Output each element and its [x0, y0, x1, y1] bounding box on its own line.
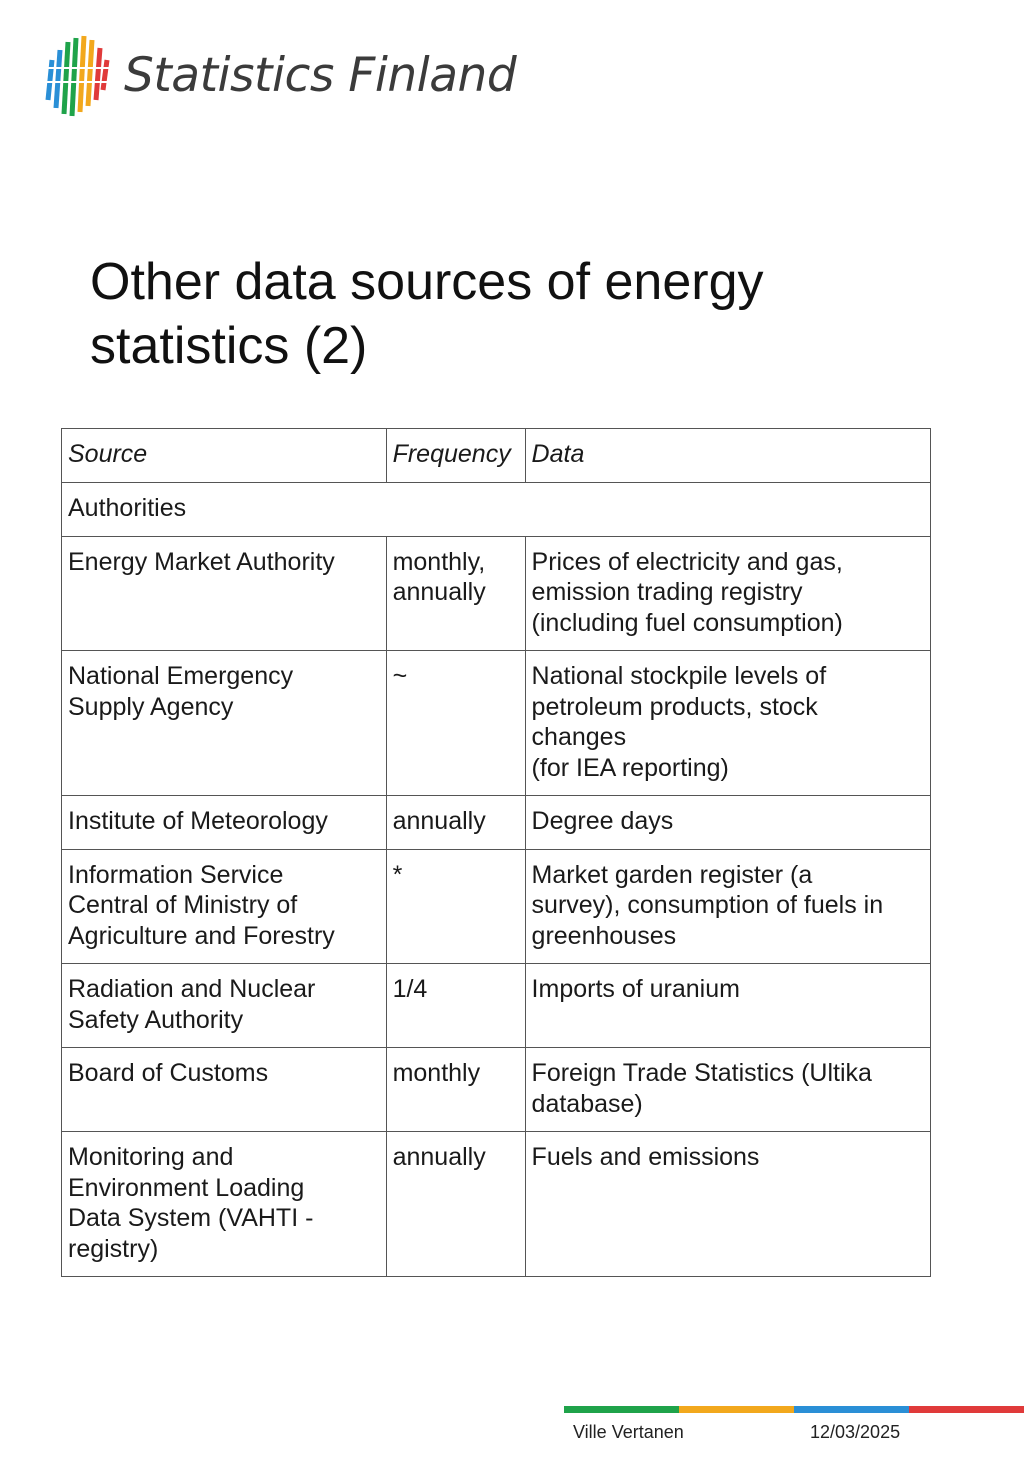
cell-data-line: Prices of electricity and gas, — [531, 547, 843, 576]
cell-data-line: Fuels and emissions — [531, 1143, 760, 1171]
cell-source-line: Radiation and Nuclear — [68, 975, 316, 1003]
cell-data — [525, 964, 930, 1048]
cell-frequency — [386, 849, 525, 964]
cell-data-line: greenhouses — [531, 921, 677, 950]
cell-source — [62, 849, 387, 964]
cell-source-line: Energy Market Authority — [68, 547, 335, 576]
cell-source — [62, 1132, 387, 1277]
table-row — [62, 651, 931, 796]
group-label: Authorities — [62, 483, 931, 537]
cell-data-line: changes — [531, 723, 627, 751]
cell-frequency-line: monthly, — [392, 547, 486, 576]
cell-source — [62, 536, 387, 651]
cell-frequency-line: ~ — [392, 662, 408, 690]
table-row — [62, 849, 931, 964]
brand-name: Statistics Finland — [124, 48, 517, 103]
footer-date: 12/03/2025 — [810, 1422, 901, 1442]
footer-stripe-orange — [679, 1406, 794, 1413]
cell-data — [525, 536, 930, 651]
cell-data-line: survey), consumption of fuels in — [531, 891, 884, 919]
cell-source-line: Supply Agency — [68, 692, 234, 721]
cell-source-line: Agriculture and Forestry — [68, 921, 335, 950]
cell-source-line: Monitoring and — [68, 1143, 234, 1171]
cell-data-line: National stockpile levels of — [531, 662, 827, 690]
data-sources-table — [61, 428, 931, 1277]
cell-frequency-line: monthly — [392, 1059, 481, 1087]
cell-data-line: Degree days — [531, 807, 674, 835]
cell-frequency — [386, 796, 525, 850]
cell-data-line: (for IEA reporting) — [531, 753, 729, 782]
footer-stripe-red — [909, 1406, 1024, 1413]
cell-source-line: Environment Loading — [68, 1173, 305, 1202]
cell-frequency — [386, 1048, 525, 1132]
cell-data-line: Foreign Trade Statistics (Ultika — [531, 1059, 872, 1087]
cell-source-line: Information Service — [68, 860, 284, 889]
cell-frequency-line: * — [392, 860, 403, 889]
cell-data-line: Market garden register (a — [531, 860, 813, 889]
table-header-row — [62, 429, 931, 483]
cell-data-line: (including fuel consumption) — [531, 608, 843, 637]
cell-source-line: registry) — [68, 1234, 159, 1263]
table-row — [62, 964, 931, 1048]
cell-frequency-line: 1/4 — [392, 975, 428, 1003]
cell-frequency — [386, 964, 525, 1048]
cell-frequency — [386, 536, 525, 651]
column-header-frequency: Frequency — [386, 429, 525, 483]
cell-data — [525, 849, 930, 964]
cell-data-line: Imports of uranium — [531, 975, 740, 1003]
cell-source-line: Safety Authority — [68, 1005, 244, 1034]
cell-source — [62, 1048, 387, 1132]
footer-stripe-blue — [794, 1406, 909, 1413]
cell-data — [525, 1132, 930, 1277]
column-header-data: Data — [525, 429, 930, 483]
footer-author: Ville Vertanen — [573, 1422, 684, 1442]
cell-data-line: database) — [531, 1089, 643, 1118]
cell-data — [525, 1048, 930, 1132]
cell-source-line: Central of Ministry of — [68, 891, 298, 919]
column-header-source: Source — [62, 429, 387, 483]
footer-stripe-green — [564, 1406, 679, 1413]
table-row — [62, 796, 931, 850]
table-row — [62, 1132, 931, 1277]
cell-source-line: National Emergency — [68, 662, 294, 690]
cell-source — [62, 796, 387, 850]
cell-source-line: Board of Customs — [68, 1059, 269, 1087]
cell-frequency-line: annually — [392, 807, 486, 835]
cell-data-line: petroleum products, stock — [531, 692, 818, 721]
statistics-finland-logo-icon — [44, 30, 110, 120]
page-title: Other data sources of energy statistics (2) — [90, 253, 764, 375]
cell-source-line: Institute of Meteorology — [68, 807, 328, 835]
cell-source-line: Data System (VAHTI - — [68, 1204, 314, 1232]
table-row — [62, 1048, 931, 1132]
cell-frequency — [386, 651, 525, 796]
brand-logo — [44, 30, 517, 120]
cell-frequency-line: annually — [392, 578, 486, 606]
cell-frequency-line: annually — [392, 1143, 486, 1171]
group-row-authorities — [62, 483, 931, 537]
cell-data — [525, 796, 930, 850]
cell-source — [62, 964, 387, 1048]
cell-data — [525, 651, 930, 796]
table-row — [62, 536, 931, 651]
cell-data-line: emission trading registry — [531, 578, 803, 606]
cell-frequency — [386, 1132, 525, 1277]
cell-source — [62, 651, 387, 796]
